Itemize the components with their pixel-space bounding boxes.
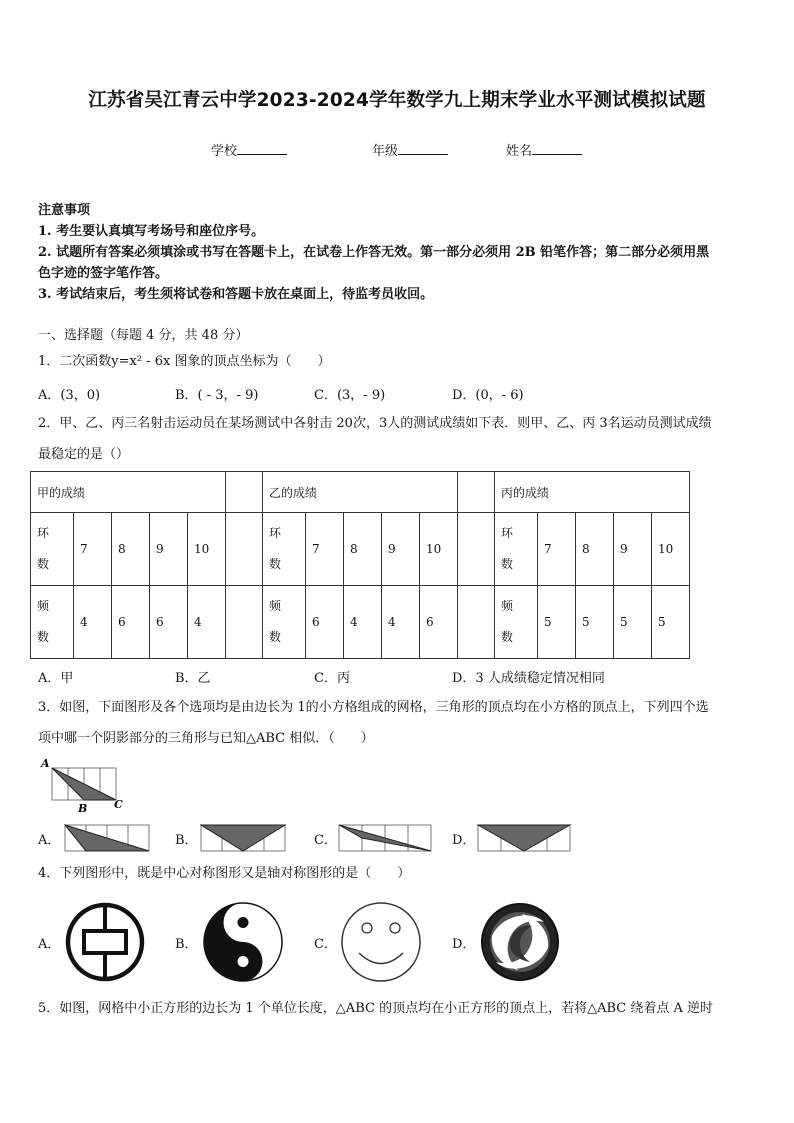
freq-label: 频 数 bbox=[263, 586, 306, 659]
table-cell: 5 bbox=[538, 586, 576, 659]
school-label: 学校 bbox=[211, 144, 238, 159]
ring-label: 环 数 bbox=[263, 513, 306, 586]
table-cell: 10 bbox=[188, 513, 226, 586]
section-heading: 一、选择题（每题 4 分，共 48 分） bbox=[38, 328, 249, 343]
notice-item: 1. 考生要认真填写考场号和座位序号。 bbox=[38, 224, 265, 239]
q3-option-a-figure bbox=[64, 823, 152, 853]
copper-coin-symbol-icon bbox=[63, 900, 147, 984]
label-c: C bbox=[114, 798, 123, 811]
q2-stem: 2．甲、乙、丙三名射击运动员在某场测试中各射击 20次，3人的测试成绩如下表．则甲、乙、丙 3名运动员测试成绩 bbox=[38, 416, 712, 431]
table-cell: 7 bbox=[538, 513, 576, 586]
table-cell: 5 bbox=[614, 586, 652, 659]
notice-heading: 注意事项 bbox=[38, 203, 91, 218]
ring-label: 环 数 bbox=[495, 513, 538, 586]
freq-label: 频 数 bbox=[31, 586, 74, 659]
table-cell: 9 bbox=[150, 513, 188, 586]
q1-option-a[interactable]: A．(3，0) bbox=[38, 388, 101, 403]
name-label: 姓名 bbox=[506, 144, 533, 159]
smiley-face-icon bbox=[339, 900, 423, 984]
label-a: A bbox=[41, 757, 50, 770]
q2-option-b[interactable]: B．乙 bbox=[175, 671, 211, 686]
group-header-jia: 甲的成绩 bbox=[31, 472, 226, 513]
table-cell: 4 bbox=[74, 586, 112, 659]
table-cell: 6 bbox=[420, 586, 458, 659]
q4-option-c[interactable]: C． bbox=[314, 937, 337, 952]
table-cell: 5 bbox=[652, 586, 690, 659]
swirl-logo-icon bbox=[478, 900, 562, 984]
q2-option-a[interactable]: A．甲 bbox=[38, 671, 74, 686]
q3-triangle-figure bbox=[36, 756, 132, 814]
grade-field[interactable] bbox=[372, 140, 448, 159]
table-cell: 8 bbox=[576, 513, 614, 586]
q4-option-d[interactable]: D． bbox=[452, 937, 476, 952]
group-header-yi: 乙的成绩 bbox=[263, 472, 458, 513]
q1-option-d[interactable]: D．(0，- 6) bbox=[452, 388, 524, 403]
table-cell: 6 bbox=[112, 586, 150, 659]
q1-stem: 1．二次函数y=x² - 6x 图象的顶点坐标为（ ） bbox=[38, 354, 331, 369]
notice-item: 2. 试题所有答案必须填涂或书写在答题卡上，在试卷上作答无效。第一部分必须用 2B 铅笔作答；第二部分必须用黑 bbox=[38, 245, 710, 260]
table-cell: 4 bbox=[188, 586, 226, 659]
freq-label: 频 数 bbox=[495, 586, 538, 659]
q3-option-d[interactable]: D． bbox=[452, 833, 476, 848]
q4-stem: 4．下列图形中，既是中心对称图形又是轴对称图形的是（ ） bbox=[38, 866, 411, 881]
q2-stem: 最稳定的是（） bbox=[38, 447, 130, 462]
q4-option-a[interactable]: A． bbox=[38, 937, 61, 952]
table-cell: 10 bbox=[652, 513, 690, 586]
table-cell: 5 bbox=[576, 586, 614, 659]
table-cell: 8 bbox=[344, 513, 382, 586]
q2-option-c[interactable]: C．丙 bbox=[314, 671, 350, 686]
table-cell: 7 bbox=[74, 513, 112, 586]
table-cell: 7 bbox=[306, 513, 344, 586]
yin-yang-icon bbox=[201, 900, 285, 984]
q3-stem: 3．如图，下面图形及各个选项均是由边长为 1的小方格组成的网格，三角形的顶点均在小方格的顶点上，下列四个选 bbox=[38, 700, 709, 715]
table-cell: 9 bbox=[382, 513, 420, 586]
q4-option-b[interactable]: B． bbox=[175, 937, 198, 952]
score-table bbox=[30, 471, 690, 659]
q3-stem: 项中哪一个阴影部分的三角形与已知△ABC 相似．（ ） bbox=[38, 731, 374, 746]
table-cell: 4 bbox=[382, 586, 420, 659]
table-row bbox=[31, 472, 690, 513]
name-field[interactable] bbox=[506, 140, 582, 159]
table-cell: 8 bbox=[112, 513, 150, 586]
table-cell: 6 bbox=[306, 586, 344, 659]
q3-option-c[interactable]: C． bbox=[314, 833, 337, 848]
label-b: B bbox=[78, 802, 88, 814]
school-field[interactable] bbox=[211, 140, 287, 159]
table-cell: 9 bbox=[614, 513, 652, 586]
table-cell: 4 bbox=[344, 586, 382, 659]
table-cell: 10 bbox=[420, 513, 458, 586]
q3-option-b-figure bbox=[200, 823, 288, 853]
q1-option-b[interactable]: B．( - 3，- 9) bbox=[175, 388, 259, 403]
notice-item: 3. 考试结束后，考生须将试卷和答题卡放在桌面上，待监考员收回。 bbox=[38, 287, 434, 302]
group-header-bing: 丙的成绩 bbox=[495, 472, 690, 513]
table-row bbox=[31, 586, 690, 659]
q3-option-c-figure bbox=[338, 823, 434, 853]
q5-stem: 5．如图，网格中小正方形的边长为 1 个单位长度，△ABC 的顶点均在小正方形的顶点上，若将△ABC 绕着点 A 逆时 bbox=[38, 1001, 713, 1016]
q3-option-d-figure bbox=[477, 823, 573, 853]
ring-label: 环 数 bbox=[31, 513, 74, 586]
page-title: 江苏省吴江青云中学2023-2024学年数学九上期末学业水平测试模拟试题 bbox=[88, 90, 706, 111]
table-row bbox=[31, 513, 690, 586]
q1-option-c[interactable]: C．(3，- 9) bbox=[314, 388, 386, 403]
table-cell: 6 bbox=[150, 586, 188, 659]
q2-option-d[interactable]: D．3 人成绩稳定情况相同 bbox=[452, 671, 605, 686]
q3-option-b[interactable]: B． bbox=[175, 833, 198, 848]
q3-option-a[interactable]: A． bbox=[38, 833, 61, 848]
grade-label: 年级 bbox=[372, 144, 399, 159]
notice-item: 色字迹的签字笔作答。 bbox=[38, 266, 169, 281]
